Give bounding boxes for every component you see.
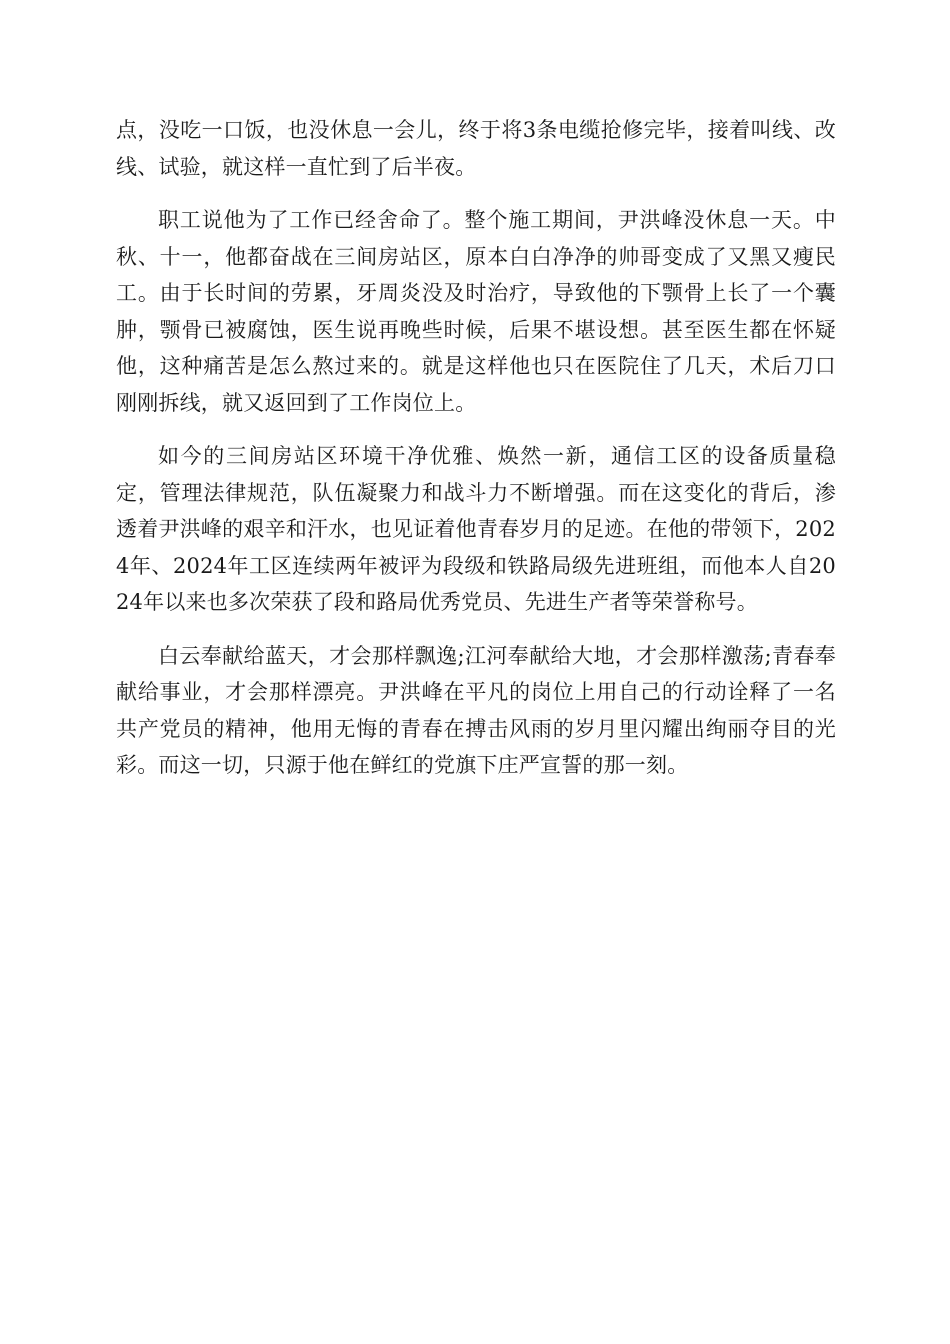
document-body <box>116 112 836 801</box>
paragraph-conclusion: 白云奉献给蓝天，才会那样飘逸;江河奉献给大地，才会那样激荡;青春奉献给事业，才会那样漂亮。尹洪峰在平凡的岗位上用自己的行动诠释了一名共产党员的精神，他用无悔的青春在搏击风雨的岁月里闪耀出绚丽夺目的光彩。而这一切，只源于他在鲜红的党旗下庄严宣誓的那一刻。 <box>116 643 836 777</box>
paragraph-continuation: 点，没吃一口饭，也没休息一会儿，终于将3条电缆抢修完毕，接着叫线、改线、试验，就这样一直忙到了后半夜。 <box>116 118 836 179</box>
paragraph-achievements: 如今的三间房站区环境干净优雅、焕然一新，通信工区的设备质量稳定，管理法律规范，队伍凝聚力和战斗力不断增强。而在这变化的背后，渗透着尹洪峰的艰辛和汗水，也见证着他青春岁月的足迹。在他的带领下，2024年、2024年工区连续两年被评为段级和铁路局级先进班组，而他本人自2024年以来也多次荣获了段和路局优秀党员、先进生产者等荣誉称号。 <box>116 444 836 614</box>
paragraph-dedication: 职工说他为了工作已经舍命了。整个施工期间，尹洪峰没休息一天。中秋、十一，他都奋战在三间房站区，原本白白净净的帅哥变成了又黑又瘦民工。由于长时间的劳累，牙周炎没及时治疗，导致他的下颚骨上长了一个囊肿，颚骨已被腐蚀，医生说再晚些时候，后果不堪设想。甚至医生都在怀疑他，这种痛苦是怎么熬过来的。就是这样他也只在医院住了几天，术后刀口刚刚拆线，就又返回到了工作岗位上。 <box>116 208 836 415</box>
